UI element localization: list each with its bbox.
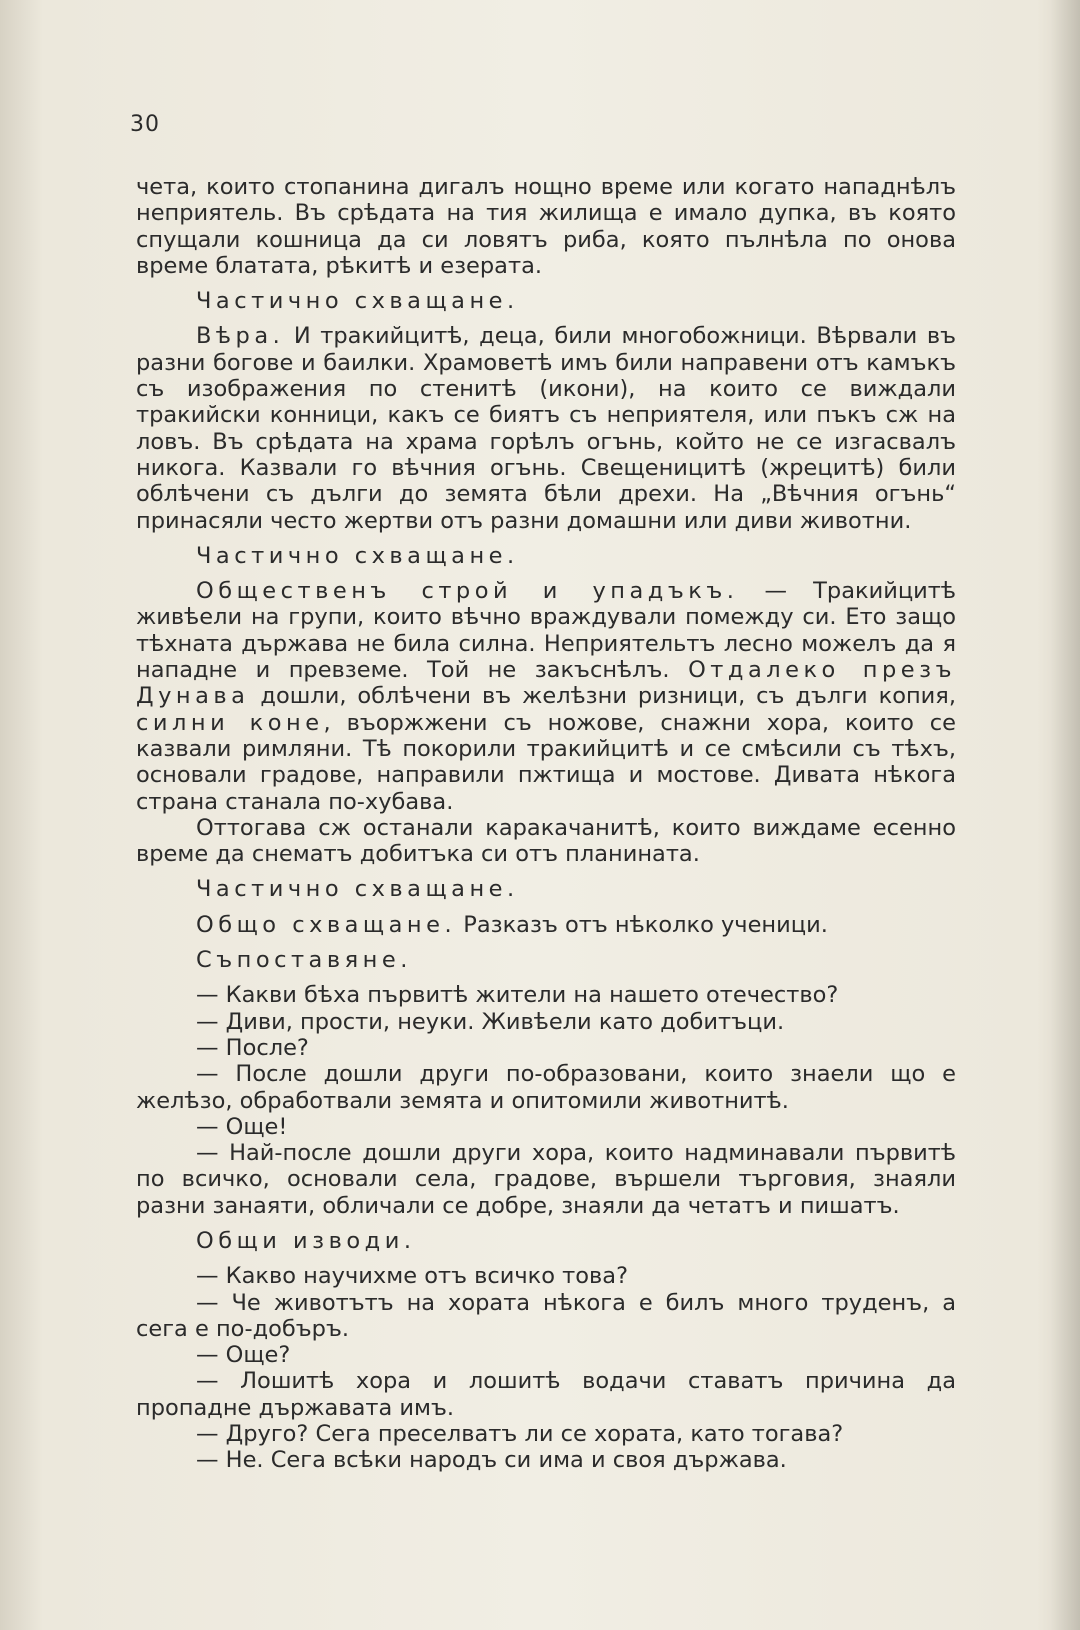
dialogue-line: — После дошли други по-образовани, които знаели що е желѣзо, обработвали земята и опитомили животнитѣ. bbox=[136, 1061, 956, 1114]
paragraph: Общественъ строй и упадъкъ. — Тракийцитѣ живѣели на групи, които вѣчно враждували помежду си. Ето защо тѣхната държава не била силна. Неприятельтъ лесно можелъ да я нападне и превземе. Той не закъснѣлъ. Отдалеко презъ Дунава дошли, облѣчени въ желѣзни ризници, съ дълги копия, силни коне, въоржжени съ ножове, снажни хора, които се казвали римляни. Тѣ покорили тракийцитѣ и се смѣсили съ тѣхъ, основали градове, направили пжтища и мостове. Дивата нѣкога страна станала по-хубава. bbox=[136, 578, 957, 815]
emphasis: силни коне bbox=[136, 709, 324, 736]
dialogue-line: — Не. Сега всѣки народъ си има и своя държава. bbox=[196, 1447, 787, 1474]
paragraph: Вѣра. И тракийцитѣ, деца, били многобожници. Вѣрвали въ разни богове и баилки. Храмоветѣ имъ били направени отъ камъкъ съ изображения по стенитѣ (икони), на които се виждали тракийски конници, какъ се биятъ съ неприятеля, или пъкъ сж на ловъ. Въ срѣдата на храма горѣлъ огънь, който не се изгасвалъ никога. Казвали го вѣчния огънь. Свещеницитѣ (жрецитѣ) били облѣчени съ дълги до земята бѣли дрехи. На „Вѣчния огънь“ принасяли често жертви отъ разни домашни или диви животни. bbox=[136, 323, 956, 534]
section-heading: Частично схващане. bbox=[196, 542, 519, 569]
emphasis: Отдалеко презъ Дунава bbox=[136, 657, 957, 710]
page-edge-shadow bbox=[1050, 0, 1080, 1630]
paragraph-lead: Вѣра. bbox=[196, 323, 285, 350]
dialogue-line: — Още? bbox=[196, 1342, 291, 1369]
dialogue-line: — Какви бѣха първитѣ жители на нашето отечество? bbox=[196, 982, 839, 1009]
dialogue-line: — Най-после дошли други хора, които надминавали първитѣ по всичко, основали села, градове, вършели търговия, знаяли разни занаяти, обличали се добре, знаяли да четатъ и пишатъ. bbox=[136, 1140, 956, 1219]
section-heading: Общи изводи. bbox=[196, 1227, 416, 1254]
page-number: 30 bbox=[130, 112, 160, 137]
dialogue-line: — Че животътъ на хората нѣкога е билъ много труденъ, а сега е по-добъръ. bbox=[136, 1289, 956, 1342]
paragraph-lead: Общо схващане. bbox=[196, 911, 457, 938]
paragraph-lead: Общественъ строй и упадъкъ. bbox=[196, 578, 739, 605]
dialogue-line: — После? bbox=[196, 1034, 309, 1061]
paragraph: Общо схващане. Разказъ отъ нѣколко ученици. bbox=[196, 911, 828, 938]
section-heading: Частично схващане. bbox=[196, 288, 519, 315]
page-text bbox=[136, 174, 956, 1474]
dialogue-line: — Лошитѣ хора и лошитѣ водачи ставатъ причина да пропадне държавата имъ. bbox=[136, 1368, 956, 1421]
dialogue-line: — Диви, прости, неуки. Живѣели като добитъци. bbox=[196, 1008, 785, 1035]
dialogue-line: — Какво научихме отъ всичко това? bbox=[196, 1263, 629, 1290]
dialogue-line: — Още! bbox=[196, 1113, 288, 1140]
paragraph: Оттогава сж останали каракачанитѣ, които виждаме есенно време да снематъ добитъка си отъ планината. bbox=[136, 814, 956, 868]
section-heading: Частично схващане. bbox=[196, 876, 519, 903]
section-heading: Съпоставяне. bbox=[196, 947, 412, 974]
dialogue-line: — Друго? Сега преселватъ ли се хората, като тогава? bbox=[196, 1421, 844, 1448]
paragraph: чета, които стопанина дигалъ нощно време или когато нападнѣлъ неприятель. Въ срѣдата на тия жилища е имало дупка, въ която спущали кошница да си ловятъ риба, която пълнѣла по онова време блатата, рѣкитѣ и езерата. bbox=[136, 174, 956, 279]
